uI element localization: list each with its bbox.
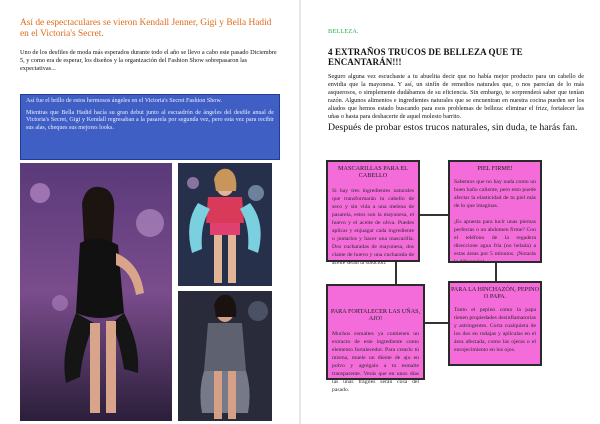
- tip-box-body-2: ¡Es apuesta para lucir unas piernas perfectas o un abdomen firme? Con el teléfono de la regadera direccione agua fría (no helada) a estas áreas por 5 minutos. ¡Notarás la diferencia!: [454, 219, 536, 265]
- tip-box-title: PIEL FIRME!: [477, 165, 513, 172]
- highlight-box-title: Así fue el brillo de estos hermosos ángeles en el Victoria's Secret Fashion Show.: [26, 98, 222, 104]
- tip-box-body: Si hay tres ingredientes naturales que transformarán tu cabello de seco y sin vida a una melena de pasarela, estos son la mayonesa, el huevo y el aceite de oliva. Puedes aplicar y enjuagar cada ingrediente o juntarlos y hacer una mascarilla. Dos cucharadas de mayonesa, dos clame de huevo y una cucharada de aceite serán la solución.: [332, 188, 414, 266]
- right-page: [328, 28, 584, 133]
- tip-box-body: Muchos esmaltes ya contienen un extracto de este ingrediente como elemento fortalecedor. Para crearlo tú misma, muele un diente de ajo en polvo y agrégalo a tu esmalte transparente. Verás que en unos días las uñas frágiles serán cosa del pasado.: [332, 331, 419, 393]
- photo-bella-runway: [178, 291, 272, 421]
- tip-box-swelling: [448, 281, 542, 366]
- tip-box-body: Sabemos que no hay nada como un buen baño caliente, pero esto puede afectar la elasticidad de tu piel más de lo que imaginas.: [454, 179, 536, 209]
- tip-box-hair: [326, 160, 420, 266]
- article-headline: Así de espectaculares se vieron Kendall Jenner, Gigi y Bella Hadid en el Victoria's Secret.: [20, 18, 272, 39]
- connector-line: [425, 322, 448, 324]
- connector-line: [420, 214, 448, 216]
- section-label: BELLEZA.: [328, 28, 359, 35]
- tip-box-title: MASCARILLAS PARA EL CABELLO: [338, 165, 408, 179]
- tip-box-body: Tanto el pepino como la papa tienen propiedades desinflamatorias y astringentes. Corta cualquiera de los dos en rodajas y aplícalas en el área afectada, como las ojeras o el enrojecimiento en los ojos.: [454, 307, 536, 353]
- photo-gigi-runway: [178, 163, 272, 286]
- article-intro: Uno de los desfiles de moda más esperados durante todo el año se llevo a cabo este pasado Diciembre 5, y como era de esperar, los diseños y la organización del Fashion Show sobrepasaron las expectativas...: [20, 49, 277, 72]
- article-body: Seguro alguna vez escuchaste a tu abuelita decir que no había mejor producto para un cabello de envidia que la mayonesa. Y así, un sinfín de remedios naturales que, o nos parecían de lo más asquerosos, o simplemente dudábamos de su eficiencia. Sin embargo, te sorprenderá saber que tenían razón. Algunos alimentos e ingredientes naturales que se encuentran en nuestra cocina pueden ser los aliados que hemos estado buscando para esos problemas de belleza: eliminar el frizz, fortalecer las uñas o hasta para deshacerte de aquel molesto barrito.: [328, 73, 584, 120]
- tip-box-nails: [326, 284, 425, 393]
- tip-box-title: PARA LA HINCHAZÓN, PEPINO O PAPA.: [450, 286, 540, 300]
- tip-box-title: PARA FORTALECER LAS UÑAS, AJO!: [330, 308, 421, 322]
- tip-box-skin: [448, 160, 542, 263]
- left-page: [20, 18, 282, 131]
- photo-kendall-runway: [20, 163, 172, 421]
- highlight-box-body: Mientras que Bella Hadid hacía su gran debut junto al escuadrón de ángeles del desfile anual de Victoria's Secret, Gigi y Kendall regresaban a la pasarela por segunda vez, pero esta vez para recibir sus alas, cheques sus mejores looks.: [26, 109, 274, 131]
- page-fold: [299, 0, 301, 424]
- article-body-large: Después de probar estos trucos naturales, sin duda, te harás fan.: [328, 122, 578, 133]
- article-title: 4 EXTRAÑOS TRUCOS DE BELLEZA QUE TE ENCANTARÁN!!!: [328, 47, 523, 67]
- highlight-box: [20, 94, 280, 160]
